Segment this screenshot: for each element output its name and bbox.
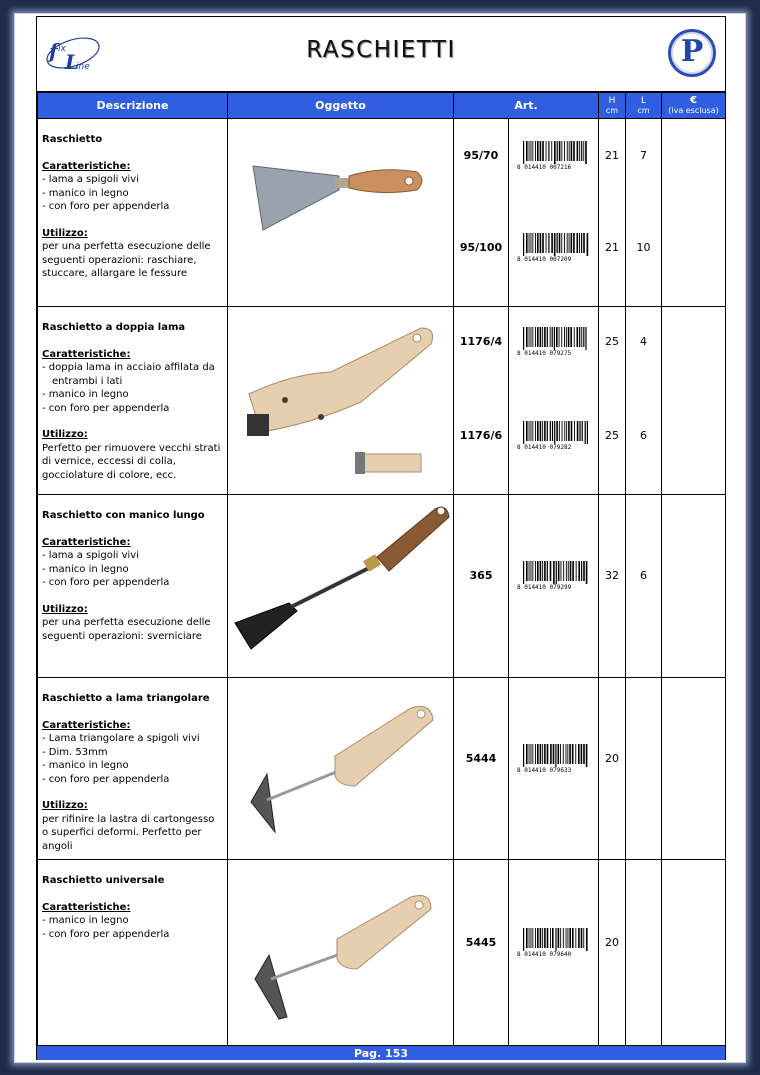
variant-code [454, 929, 508, 955]
variant-barcode [509, 745, 598, 771]
barcode [515, 232, 593, 262]
barcode [515, 927, 593, 957]
height-cell [599, 860, 626, 1048]
page-title: RASCHIETTI [306, 37, 456, 63]
feature-item: - manico in legno [42, 915, 129, 926]
product-row [38, 678, 726, 860]
svg-text:8 014410 079299: 8 014410 079299 [516, 584, 571, 590]
col-descrizione: Descrizione [38, 93, 228, 119]
page-footer: Pag. 153 [37, 1045, 725, 1060]
art-code-cell [454, 119, 509, 307]
width-cell [626, 678, 662, 860]
product-description [38, 119, 228, 307]
feature-item: - manico in legno [42, 563, 129, 575]
product-table [37, 92, 726, 1048]
use-text: per una perfetta esecuzione delle seguenti operazioni: raschiare, stuccare, allargare le fessure [42, 241, 211, 279]
col-euro: € (iva esclusa) [662, 93, 726, 119]
svg-text:8 014410 007209: 8 014410 007209 [516, 256, 571, 262]
height-cell [599, 678, 626, 860]
art-code-cell [454, 307, 509, 495]
variant-code-text: 1176/6 [459, 428, 503, 442]
product-name: Raschietto a doppia lama [42, 322, 186, 333]
art-code-cell [454, 860, 509, 1048]
feature-item: - doppia lama in acciaio affilata da entrambi i lati [42, 362, 215, 387]
variant-code-text: 5445 [465, 935, 497, 949]
col-h: H cm [599, 93, 626, 119]
variant-h-text: 32 [605, 568, 619, 582]
art-code-cell [454, 678, 509, 860]
product-image-cell [228, 495, 454, 678]
variant-code [454, 142, 508, 168]
variant-l [626, 745, 661, 771]
variant-code [454, 422, 508, 448]
product-image-cell [228, 307, 454, 495]
svg-text:8 014410 079633: 8 014410 079633 [516, 767, 571, 773]
product-name: Raschietto a lama triangolare [42, 693, 210, 704]
variant-h [599, 562, 625, 588]
product-row [38, 495, 726, 678]
features-label: Caratteristiche: [42, 160, 131, 172]
feature-item: - con foro per appenderla [42, 928, 170, 940]
variant-l-text: 4 [640, 334, 647, 348]
variant-code-text: 95/70 [463, 148, 499, 162]
feature-item: - manico in legno [42, 187, 129, 199]
barcode-cell [509, 307, 599, 495]
feature-item: - manico in legno [42, 389, 129, 400]
variant-l [626, 234, 661, 260]
long-handle-scraper-image [231, 499, 451, 669]
features-list [42, 914, 223, 941]
variant-l-text: 7 [640, 148, 647, 162]
variant-code [454, 234, 508, 260]
variant-h [599, 745, 625, 771]
variant-l [626, 142, 661, 168]
variant-code [454, 745, 508, 771]
variant-code-text: 1176/4 [459, 334, 503, 348]
page-frame [14, 13, 746, 1063]
price-cell [662, 495, 726, 678]
product-description [38, 307, 228, 495]
feature-item: - manico in legno [42, 760, 129, 771]
product-row [38, 860, 726, 1048]
parking-badge-icon: P [668, 29, 716, 77]
barcode [515, 420, 593, 450]
product-row [38, 307, 726, 495]
features-label: Caratteristiche: [42, 719, 131, 731]
width-cell [626, 307, 662, 495]
features-list [42, 549, 223, 590]
product-image-cell [228, 119, 454, 307]
variant-barcode [509, 142, 598, 168]
feature-item: - con foro per appenderla [42, 402, 170, 414]
feature-item: - Lama triangolare a spigoli vivi [42, 733, 200, 744]
feature-item: - Dim. 53mm [42, 746, 108, 758]
variant-code-text: 95/100 [459, 240, 503, 254]
variant-l-text: 10 [636, 240, 651, 254]
features-label: Caratteristiche: [42, 348, 131, 360]
variant-h-text: 25 [605, 428, 619, 442]
variant-l-text: 6 [640, 568, 647, 582]
variant-code-text: 365 [469, 568, 493, 582]
barcode-cell [509, 678, 599, 860]
variant-code [454, 328, 508, 354]
features-label: Caratteristiche: [42, 901, 131, 913]
col-l: L cm [626, 93, 662, 119]
barcode [515, 560, 593, 590]
barcode-cell [509, 119, 599, 307]
use-text: Perfetto per rimuovere vecchi strati di vernice, eccessi di colla, gocciolature di colore, ecc. [42, 442, 221, 481]
double-blade-scraper-image [231, 314, 451, 484]
variant-barcode [509, 422, 598, 448]
svg-text:8 014410 007216: 8 014410 007216 [516, 164, 571, 170]
variant-l [626, 422, 661, 448]
variant-barcode [509, 234, 598, 260]
price-cell [662, 678, 726, 860]
width-cell [626, 860, 662, 1048]
product-description [38, 495, 228, 678]
catalog-sheet [36, 16, 726, 1060]
svg-text:L: L [65, 50, 80, 74]
barcode-cell [509, 495, 599, 678]
price-cell [662, 860, 726, 1048]
use-label: Utilizzo: [42, 603, 88, 615]
variant-h-text: 20 [605, 751, 619, 765]
variant-code-text: 5444 [465, 751, 497, 765]
product-row [38, 119, 726, 307]
barcode [515, 326, 593, 356]
svg-text:8 014410 079640: 8 014410 079640 [516, 951, 571, 957]
svg-text:ine: ine [76, 62, 90, 72]
feature-item: - con foro per appenderla [42, 577, 170, 588]
variant-barcode [509, 328, 598, 354]
col-art: Art. [454, 93, 599, 119]
svg-text:8 014410 079282: 8 014410 079282 [516, 444, 571, 450]
svg-text:f: f [49, 39, 58, 63]
variant-l [626, 328, 661, 354]
variant-l [626, 562, 661, 588]
variant-l [626, 929, 661, 955]
width-cell [626, 119, 662, 307]
variant-barcode [509, 562, 598, 588]
height-cell [599, 307, 626, 495]
features-list [42, 173, 223, 214]
use-label: Utilizzo: [42, 800, 88, 811]
variant-h [599, 234, 625, 260]
variant-barcode [509, 929, 598, 955]
use-label: Utilizzo: [42, 227, 88, 239]
variant-h-text: 21 [605, 148, 619, 162]
width-cell [626, 495, 662, 678]
art-code-cell [454, 495, 509, 678]
feature-item: - lama a spigoli vivi [42, 550, 139, 561]
variant-h-text: 20 [605, 935, 619, 949]
variant-h [599, 929, 625, 955]
height-cell [599, 119, 626, 307]
use-text: per una perfetta esecuzione delle seguenti operazioni: sverniciare [42, 617, 211, 642]
height-cell [599, 495, 626, 678]
variant-h [599, 422, 625, 448]
product-image-cell [228, 860, 454, 1048]
svg-text:ix: ix [58, 44, 66, 54]
barcode-cell [509, 860, 599, 1048]
triangular-scraper-image [231, 682, 451, 852]
product-name: Raschietto [42, 134, 103, 145]
price-cell [662, 119, 726, 307]
svg-text:8 014410 079275: 8 014410 079275 [516, 350, 571, 356]
product-description [38, 678, 228, 860]
variant-code [454, 562, 508, 588]
table-header [38, 93, 726, 119]
feature-item: - con foro per appenderla [42, 773, 170, 785]
price-cell [662, 307, 726, 495]
page-header [37, 17, 725, 92]
use-label: Utilizzo: [42, 429, 88, 440]
variant-h-text: 21 [605, 240, 619, 254]
features-label: Caratteristiche: [42, 536, 131, 548]
variant-h-text: 25 [605, 334, 619, 348]
variant-l-text: 6 [640, 428, 647, 442]
barcode [515, 743, 593, 773]
features-list [42, 732, 223, 786]
features-list [42, 361, 223, 415]
product-name: Raschietto con manico lungo [42, 510, 205, 521]
variant-h [599, 142, 625, 168]
barcode [515, 140, 593, 170]
variant-h [599, 328, 625, 354]
feature-item: - con foro per appenderla [42, 201, 170, 212]
col-oggetto: Oggetto [228, 93, 454, 119]
product-image-cell [228, 678, 454, 860]
universal-scraper-image [231, 867, 451, 1037]
flat-scraper-image [231, 126, 451, 296]
use-text: per rifinire la lastra di cartongesso o superfici deformi. Perfetto per angoli [42, 813, 215, 852]
product-name: Raschietto universale [42, 875, 165, 886]
feature-item: - lama a spigoli vivi [42, 174, 139, 185]
product-description [38, 860, 228, 1048]
